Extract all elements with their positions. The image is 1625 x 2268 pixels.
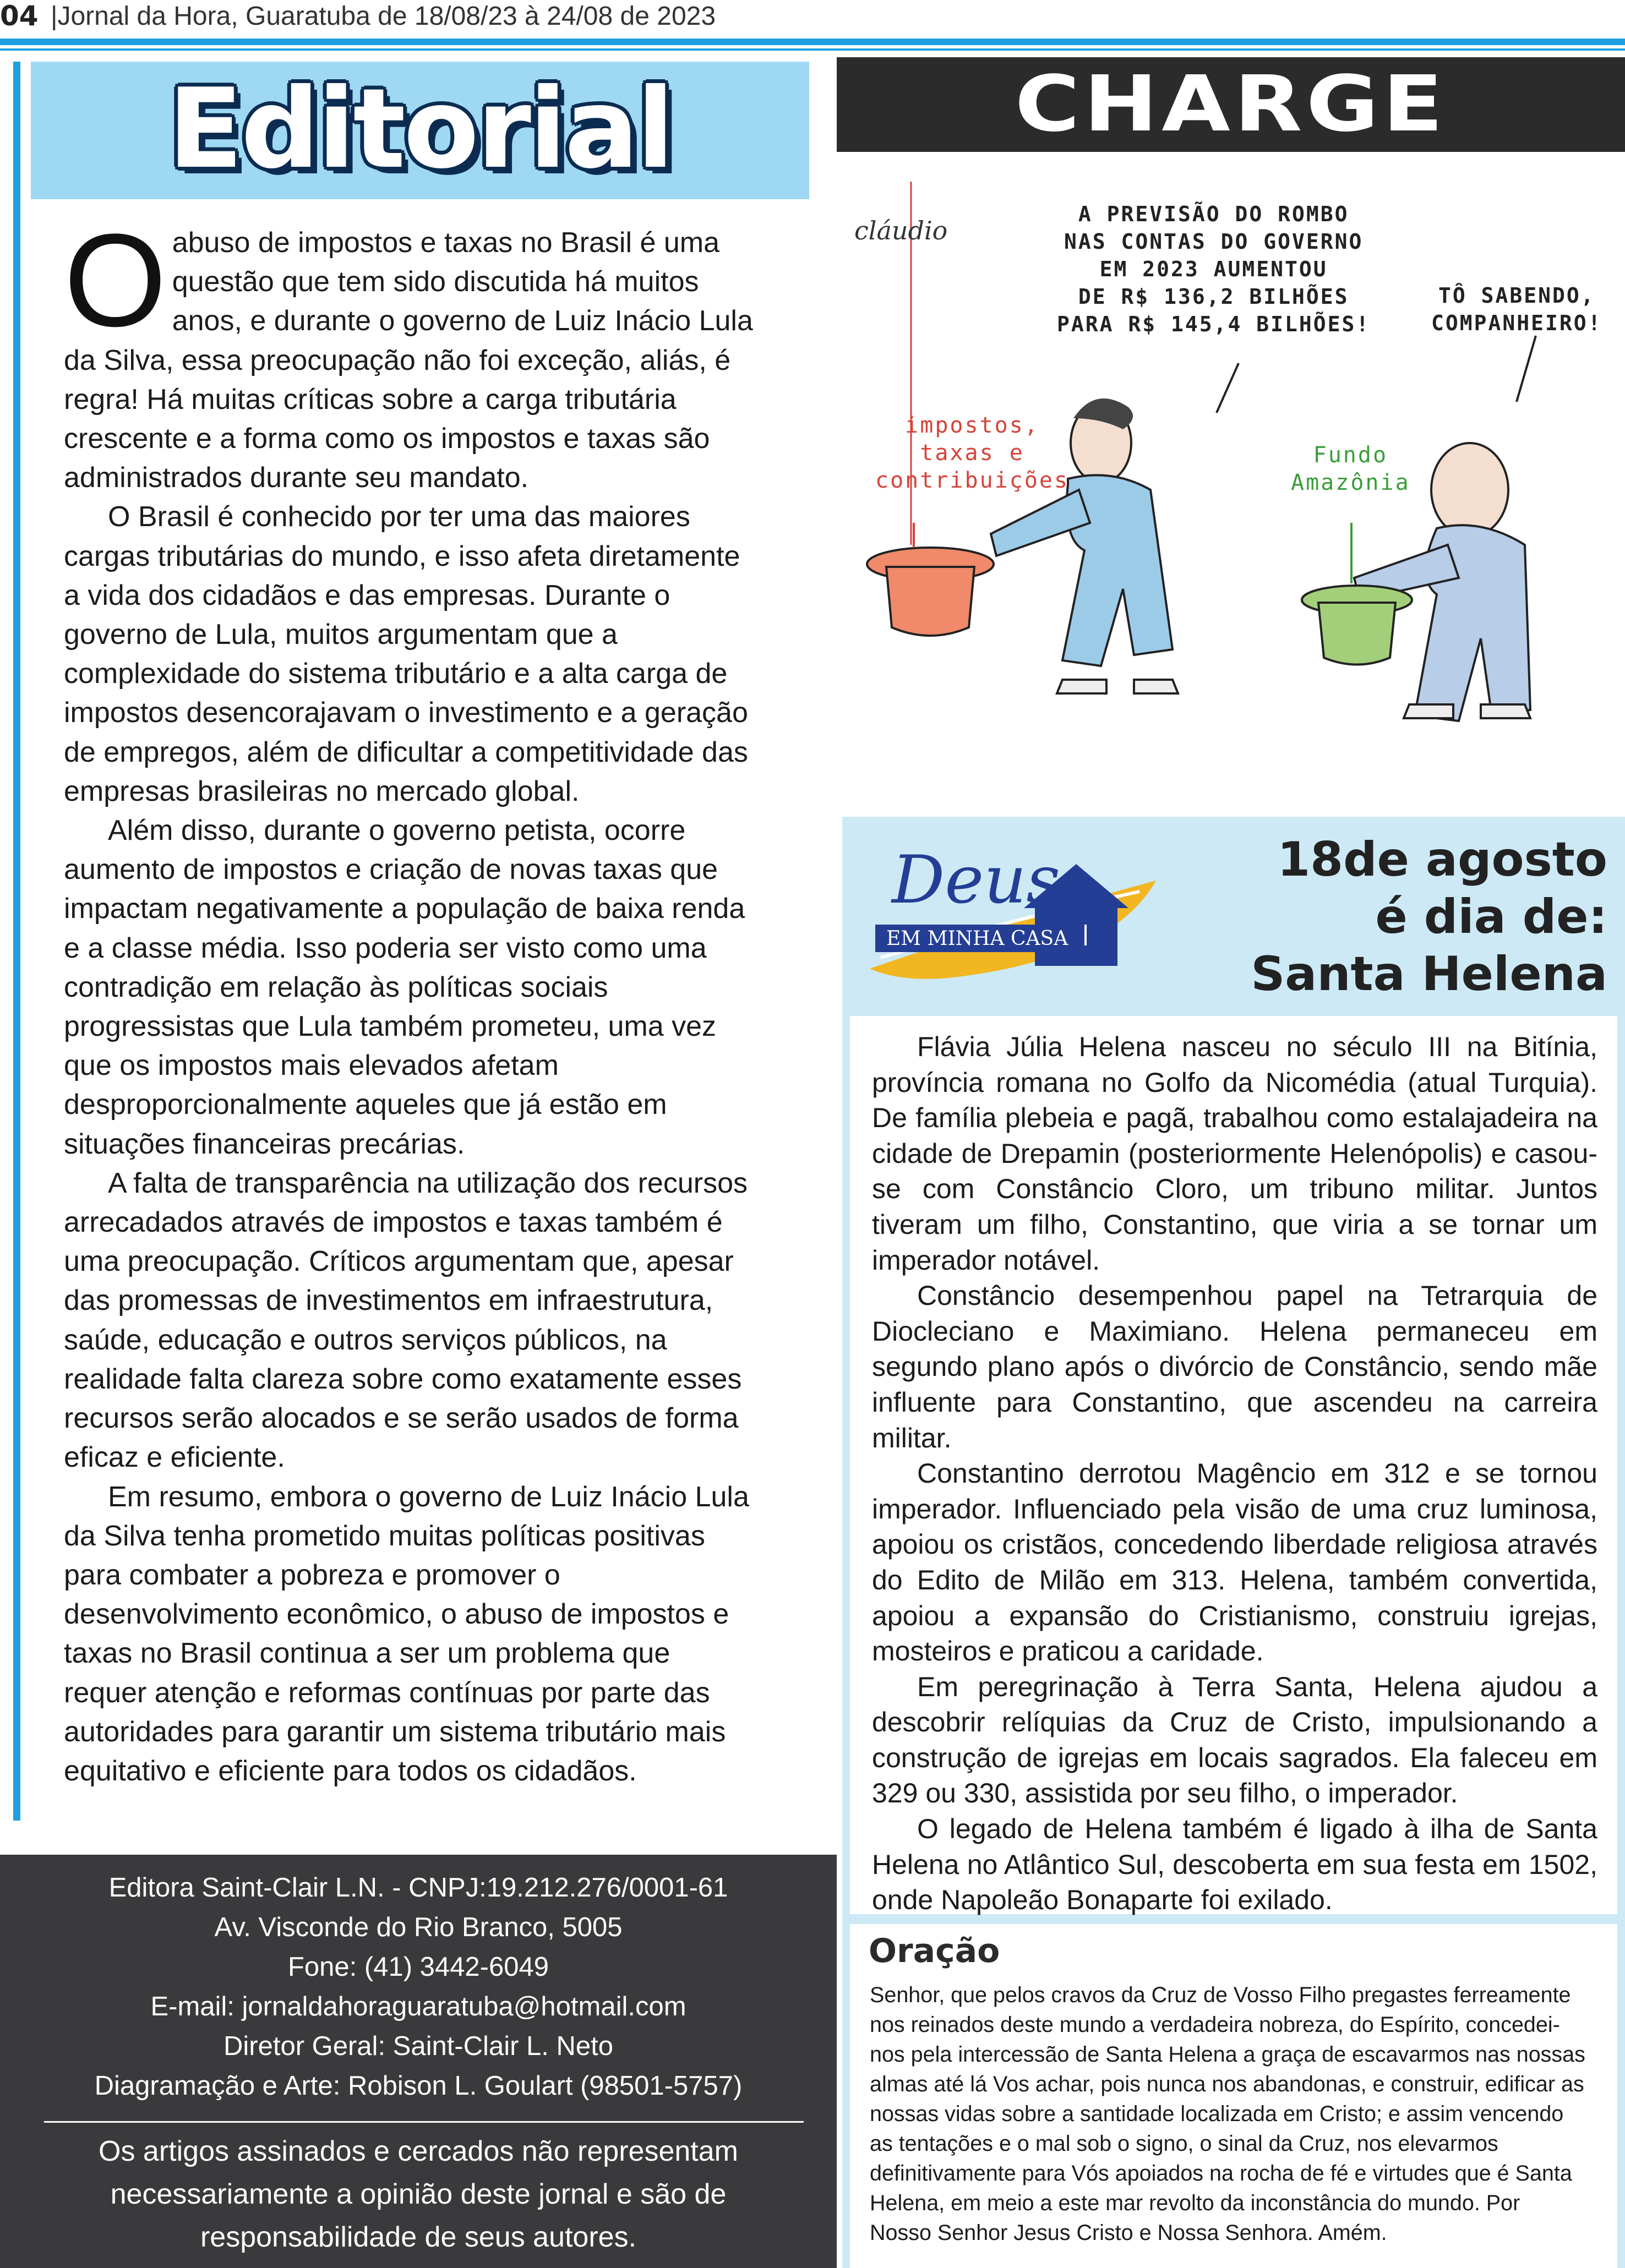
editorial-title: Editorial <box>167 65 673 193</box>
santa-paragraph: Constâncio desempenhou papel na Tetrarquia de Diocleciano e Maximiano. Helena permaneceu em segundo plano após o divórcio de Constâncio, sendo mãe influente para Constantino, que ascendeu na carreira militar. <box>872 1280 1597 1453</box>
credits-divider <box>44 2121 804 2123</box>
header-info: |Jornal da Hora, Guaratuba de 18/08/23 à 24/08 de 2023 <box>51 2 716 31</box>
hat-label-left: impostos, taxas e contribuições <box>875 413 1070 493</box>
santa-article <box>872 1029 1597 1918</box>
credit-email[interactable]: E-mail: jornaldahoraguaratuba@hotmail.com <box>150 1992 686 2021</box>
header-rule-thin <box>0 48 1625 51</box>
credit-line: Diretor Geral: Saint-Clair L. Neto <box>223 2031 613 2061</box>
editorial-side-bar <box>13 62 20 1821</box>
editorial-paragraph: Oabuso de impostos e taxas no Brasil é uma questão que tem sido discutida há muitos anos, e durante o governo de Luiz Inácio Lula da Silva, essa preocupação não foi exceção, aliás, é regra! Há muitas críticas sobre a carga tributária crescente e a forma como os impostos e taxas são administrados durante seu mandato. <box>64 206 753 494</box>
credit-line: Editora Saint-Clair L.N. - CNPJ:19.212.276/0001-61 <box>108 1873 728 1903</box>
santa-paragraph: Em peregrinação à Terra Santa, Helena ajudou a descobrir relíquias da Cruz de Cristo, impulsionando a construção de igrejas em locais sagrados. Ela faleceu em 329 ou 330, assistida por seu filho, o imperador. <box>872 1671 1597 1809</box>
credit-line: Av. Visconde do Rio Branco, 5005 <box>214 1912 623 1942</box>
logo-word: Deus <box>892 842 1061 919</box>
drop-cap: O <box>64 206 167 354</box>
credit-line: Diagramação e Arte: Robison L. Goulart (98501-5757) <box>94 2071 743 2101</box>
disclaimer: Os artigos assinados e cercados não representam necessariamente a opinião deste jornal e são de responsabilidade de seus autores. <box>99 2135 738 2253</box>
editorial-body <box>64 206 757 1791</box>
speech-pointer-right <box>1517 336 1536 402</box>
santa-paragraph: Constantino derrotou Magêncio em 312 e se tornou imperador. Influenciado pela visão de uma cruz luminosa, apoiou os cristãos, concedendo liberdade religiosa através do Edito de Milão em 313. Helena, também convertida, apoiou a expansão do Cristianismo, construiu igrejas, mosteiros e praticou a caridade. <box>872 1458 1597 1667</box>
editorial-paragraph: O Brasil é conhecido por ter uma das maiores cargas tributárias do mundo, e isso afeta diretamente a vida dos cidadãos e das empresas. Durante o governo de Lula, muitos argumentam que a complexidade do sistema tributário e a alta carga de impostos desencorajavam o investimento e a geração de empregos, além de dificultar a competitividade das empresas brasileiras no mercado global. <box>64 501 748 807</box>
header-rule <box>0 39 1625 45</box>
charge-title: CHARGE <box>1015 59 1447 149</box>
speech-bubble-left: A PREVISÃO DO ROMBO NAS CONTAS DO GOVERNO EM 2023 AUMENTOU DE R$ 136,2 BILHÕES PARA R$ 145,4 BILHÕES! <box>1057 202 1371 336</box>
santa-title: 18de agosto é dia de: Santa Helena <box>1251 832 1607 1002</box>
logo-subtitle: EM MINHA CASA <box>886 927 1068 950</box>
page-number: 04 <box>0 0 39 32</box>
red-hat <box>867 182 994 636</box>
page-header <box>0 0 1625 36</box>
santa-paragraph: O legado de Helena também é ligado à ilha de Santa Helena no Atlântico Sul, descoberta em sua festa em 1502, onde Napoleão Bonaparte foi exilado. <box>872 1813 1597 1916</box>
oracao-title: Oração <box>869 1932 1000 1970</box>
cartoonist-signature: cláudio <box>854 216 948 245</box>
hat-label-right: Fundo Amazônia <box>1291 442 1410 495</box>
speech-bubble-right: TÔ SABENDO, COMPANHEIRO! <box>1431 283 1602 335</box>
deus-em-minha-casa-logo <box>859 842 1167 991</box>
santa-paragraph: Flávia Júlia Helena nasceu no século III na Bitínia, província romana no Golfo da Nicomédia (atual Turquia). De família plebeia e pagã, trabalhou como estalajadeira na cidade de Drepamin (posteriormente Helenópolis) e casou-se com Constâncio Cloro, um tribuno militar. Juntos tiveram um filho, Constantino, que viria a se tornar um imperador notável. <box>872 1031 1597 1276</box>
green-hat <box>1302 586 1412 665</box>
credit-line: Fone: (41) 3442-6049 <box>288 1952 549 1982</box>
editorial-paragraph: Em resumo, embora o governo de Luiz Inácio Lula da Silva tenha prometido muitas políticas positivas para combater a pobreza e promover o desenvolvimento econômico, o abuso de impostos e taxas no Brasil continua a ser um problema que requer atenção e reformas contínuas por parte das autoridades para garantir um sistema tributário mais equitativo e eficiente para todos os cidadãos. <box>64 1480 749 1787</box>
oracao-text: Senhor, que pelos cravos da Cruz de Vosso Filho pregastes ferreamente nos reinados deste mundo a verdadeira nobreza, do Espírito, concedei-nos pela intercessão de Santa Helena a graça de escavarmos nas nossas almas até lá Vos achar, pois nunca nos abandonas, e construir, edificar as nossas vidas sobre a santidade localizada em Cristo; e assim vencendo as tentações e o mal sob o signo, o sinal da Cruz, nos elevarmos definitivamente para Vós apoiados na rocha de fé e virtudes que é Santa Helena, em meio a este mar revolto da inconstância do mundo. Por Nosso Senhor Jesus Cristo e Nossa Senhora. Amém. <box>870 1983 1585 2245</box>
editorial-paragraph: Além disso, durante o governo petista, ocorre aumento de impostos e criação de novas taxas que impactam negativamente a população de baixa renda e a classe média. Isso poderia ser visto como uma contradição em relação às políticas sociais progressistas que Lula também prometeu, uma vez que os impostos mais elevados afetam desproporcionalmente aqueles que já estão em situações financeiras precárias. <box>64 815 745 1160</box>
speech-pointer-left <box>1217 363 1239 413</box>
editorial-paragraph: A falta de transparência na utilização dos recursos arrecadados através de impostos e taxas também é uma preocupação. Críticos argumentam que, apesar das promessas de investimentos em infraestrutura, saúde, educação e outros serviços públicos, na realidade falta clareza sobre como exatamente esses recursos serão alocados e se serão usados de forma eficaz e eficiente. <box>64 1167 748 1474</box>
